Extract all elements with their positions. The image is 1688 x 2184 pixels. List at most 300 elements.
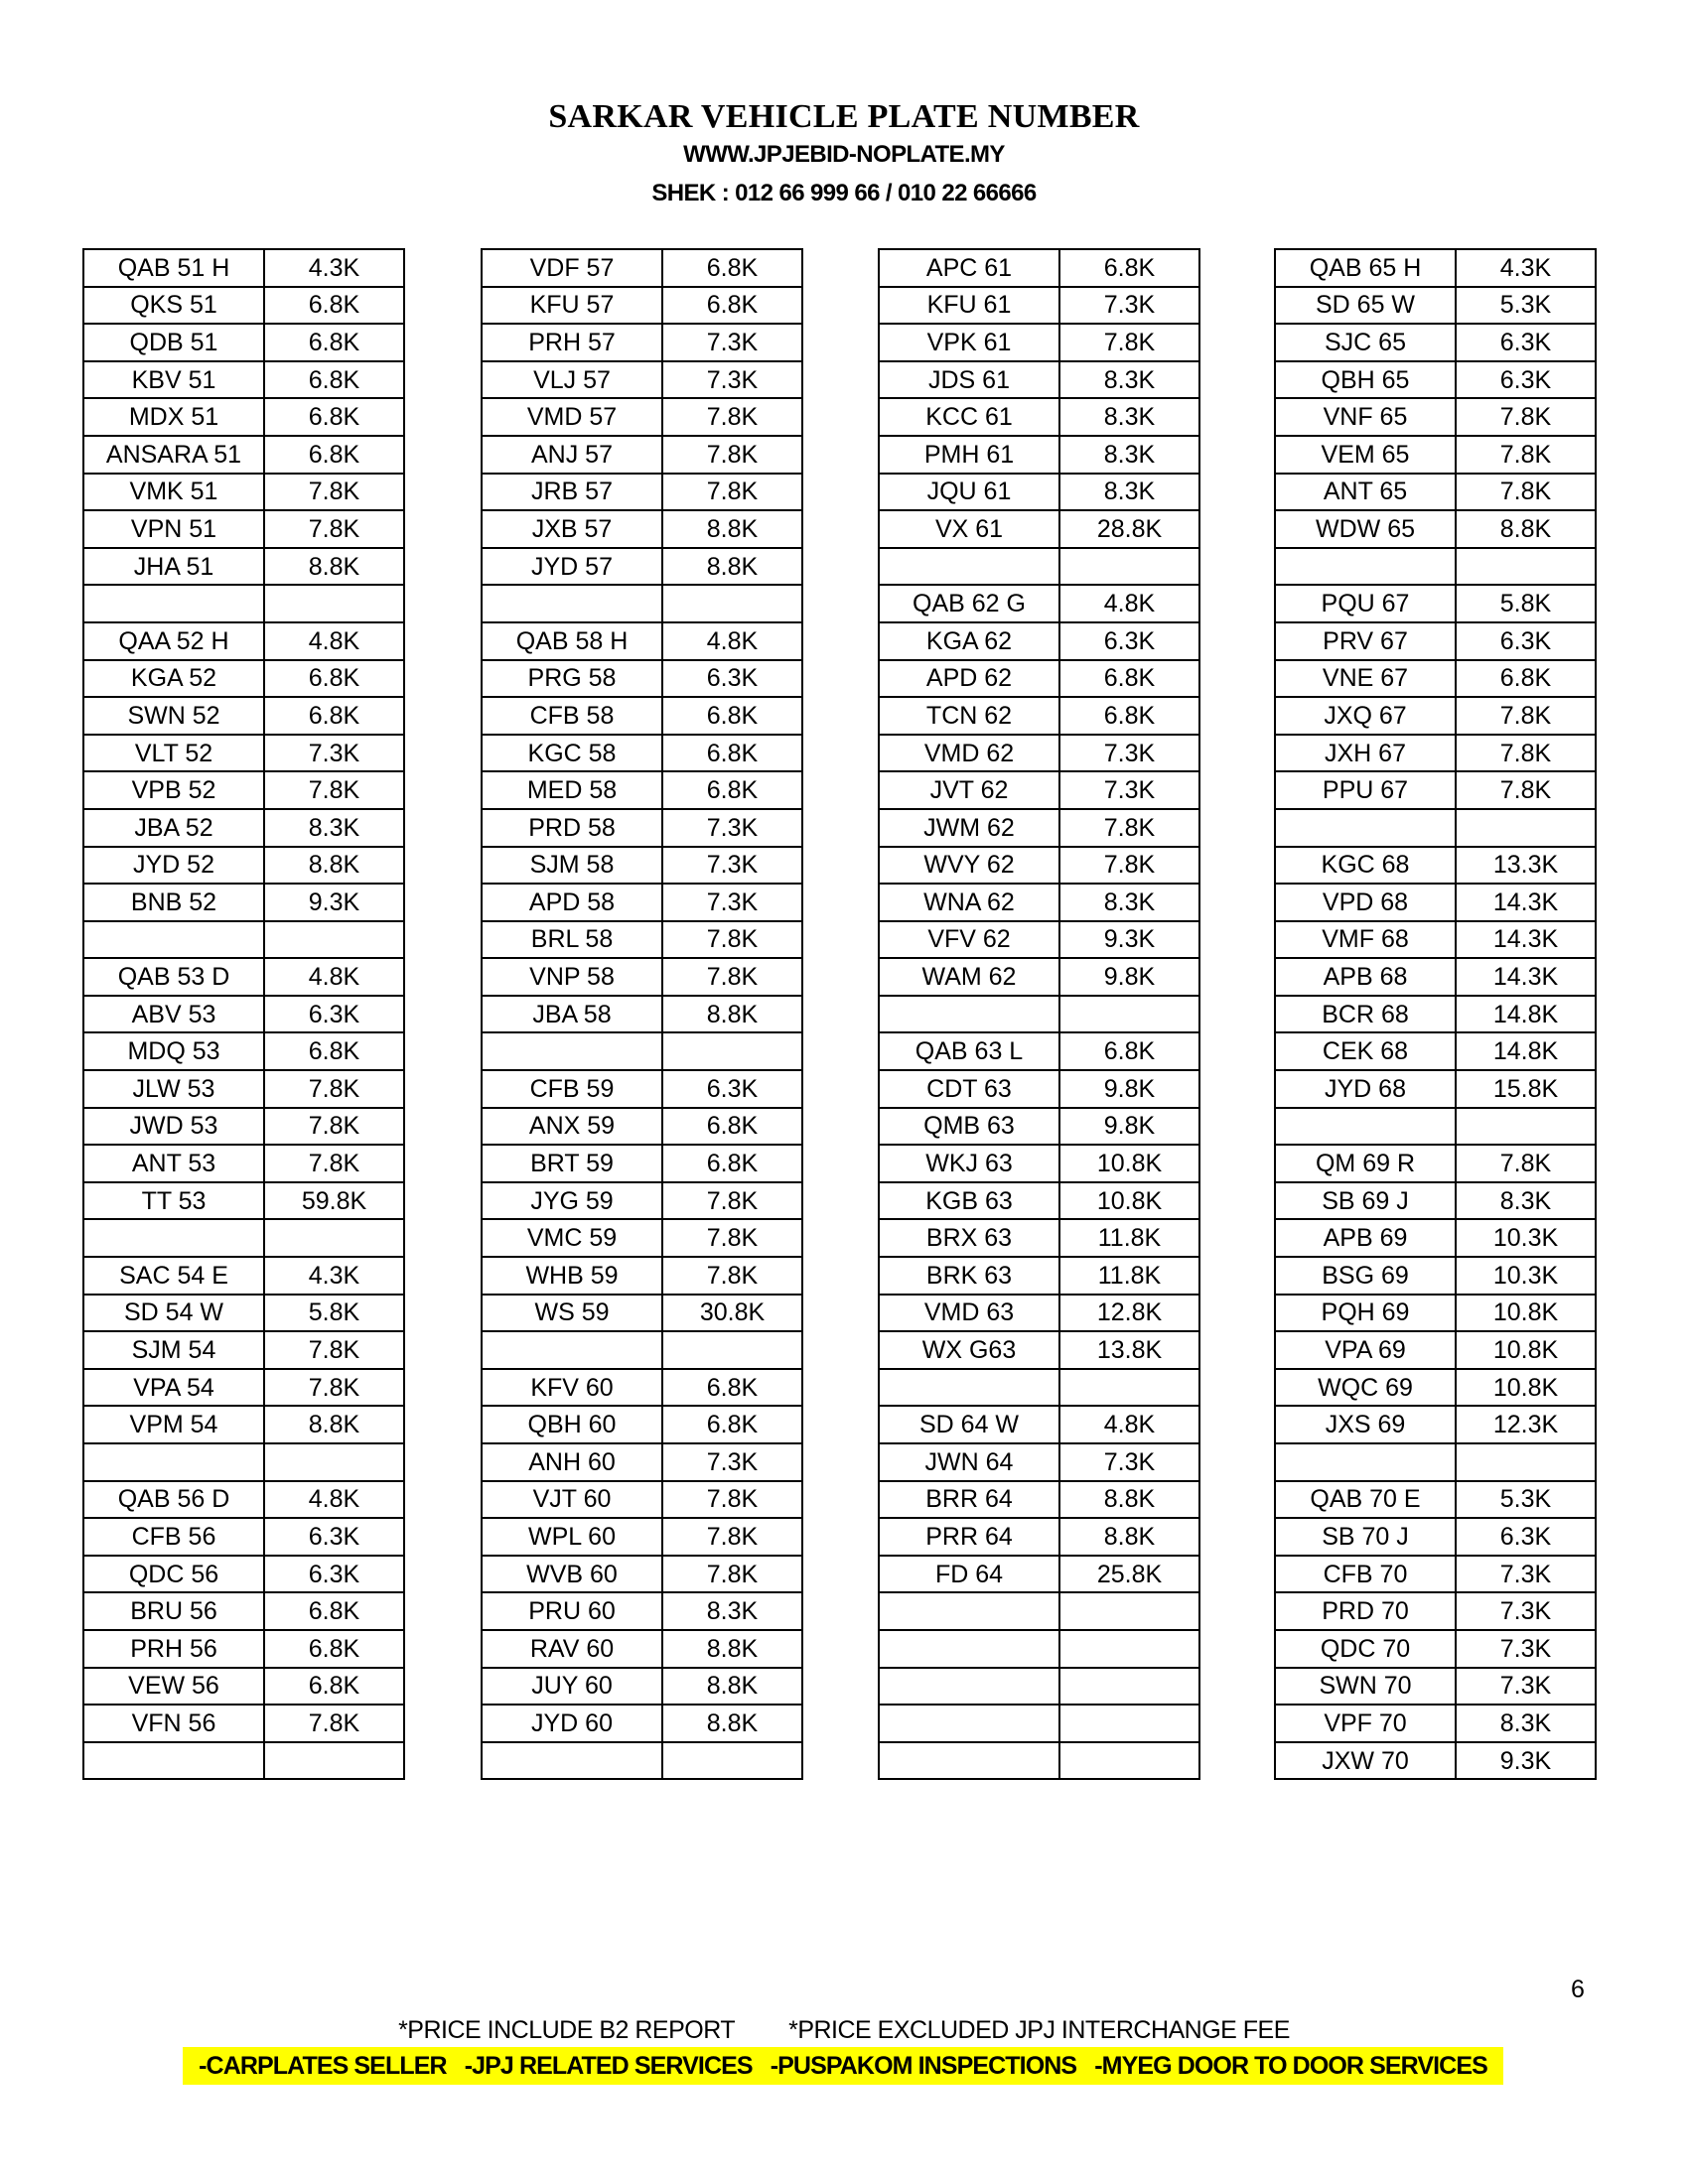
price-cell: 4.8K (1059, 1406, 1199, 1443)
price-cell: 7.8K (662, 1481, 802, 1519)
table-row-empty (482, 585, 802, 622)
table-row (83, 1406, 404, 1443)
plate-number-cell: VPF 70 (1275, 1705, 1456, 1742)
price-cell: 6.3K (662, 1070, 802, 1108)
price-cell: 9.3K (1059, 921, 1199, 959)
price-cell: 6.8K (264, 697, 404, 735)
plate-number-cell: VMD 57 (482, 398, 662, 436)
price-cell: 6.8K (662, 249, 802, 287)
table-row (83, 1518, 404, 1556)
plate-number-cell: KGC 58 (482, 735, 662, 772)
plate-number-cell: VNE 67 (1275, 660, 1456, 698)
plate-number-cell: JWN 64 (879, 1443, 1059, 1481)
plate-number-cell: KFU 61 (879, 287, 1059, 325)
price-cell: 4.3K (264, 1257, 404, 1295)
plate-number-cell: VMK 51 (83, 474, 264, 511)
plate-number-cell (1275, 809, 1456, 847)
table-row (1275, 1369, 1596, 1407)
price-cell: 7.8K (264, 1145, 404, 1182)
table-row-empty (83, 585, 404, 622)
plate-number-cell: JHA 51 (83, 548, 264, 586)
price-cell: 7.8K (1456, 474, 1596, 511)
plate-number-cell: SAC 54 E (83, 1257, 264, 1295)
plate-number-cell: VPB 52 (83, 771, 264, 809)
table-row (879, 771, 1199, 809)
table-row (482, 287, 802, 325)
plate-number-cell: QDC 70 (1275, 1630, 1456, 1668)
price-cell: 6.8K (662, 1369, 802, 1407)
plate-price-table-3 (878, 248, 1200, 1780)
table-row-empty (482, 1032, 802, 1070)
table-row (1275, 1742, 1596, 1780)
table-row (83, 1481, 404, 1519)
plate-number-cell: SJC 65 (1275, 324, 1456, 361)
plate-number-cell: APD 58 (482, 884, 662, 921)
table-row-empty (879, 1630, 1199, 1668)
price-cell (1059, 1592, 1199, 1630)
plate-number-cell: KGA 62 (879, 622, 1059, 660)
plate-number-cell: VMF 68 (1275, 921, 1456, 959)
table-row (83, 622, 404, 660)
plate-number-cell: MED 58 (482, 771, 662, 809)
table-row (1275, 660, 1596, 698)
price-cell: 7.8K (264, 771, 404, 809)
table-row (482, 510, 802, 548)
table-row (83, 1257, 404, 1295)
plate-number-cell: BRR 64 (879, 1481, 1059, 1519)
plate-number-cell: APD 62 (879, 660, 1059, 698)
plate-number-cell (879, 548, 1059, 586)
plate-number-cell: QBH 65 (1275, 361, 1456, 399)
price-cell: 7.8K (662, 1182, 802, 1220)
plate-number-cell (83, 921, 264, 959)
table-row (879, 1219, 1199, 1257)
price-cell: 8.8K (1456, 510, 1596, 548)
table-row (482, 1481, 802, 1519)
table-row (1275, 249, 1596, 287)
plate-number-cell: WNA 62 (879, 884, 1059, 921)
page-number: 6 (1571, 1976, 1585, 2003)
plate-number-cell: VMD 62 (879, 735, 1059, 772)
price-cell: 7.8K (1456, 398, 1596, 436)
price-cell: 14.3K (1456, 958, 1596, 996)
plate-number-cell: PRH 57 (482, 324, 662, 361)
price-cell (662, 585, 802, 622)
price-cell: 6.8K (264, 1032, 404, 1070)
document-title: SARKAR VEHICLE PLATE NUMBER (548, 98, 1140, 135)
table-row (83, 1145, 404, 1182)
table-row-empty (879, 1592, 1199, 1630)
table-row (1275, 1406, 1596, 1443)
table-row (482, 660, 802, 698)
table-row-empty (1275, 1108, 1596, 1146)
table-row (83, 324, 404, 361)
table-row (83, 1295, 404, 1332)
website-url: WWW.JPJEBID-NOPLATE.MY (683, 141, 1005, 168)
plate-number-cell: MDX 51 (83, 398, 264, 436)
table-row (1275, 1257, 1596, 1295)
price-cell: 10.8K (1059, 1145, 1199, 1182)
table-row-empty (879, 1742, 1199, 1780)
plate-number-cell: QAB 63 L (879, 1032, 1059, 1070)
table-row (482, 771, 802, 809)
table-row (1275, 585, 1596, 622)
plate-number-cell: SD 64 W (879, 1406, 1059, 1443)
plate-number-cell: JYG 59 (482, 1182, 662, 1220)
table-row (482, 1182, 802, 1220)
plate-number-cell: WDW 65 (1275, 510, 1456, 548)
table-row (1275, 1668, 1596, 1706)
price-cell (662, 1032, 802, 1070)
price-cell: 10.8K (1456, 1331, 1596, 1369)
price-cell: 7.8K (264, 1108, 404, 1146)
price-cell: 7.3K (1456, 1668, 1596, 1706)
plate-number-cell: MDQ 53 (83, 1032, 264, 1070)
plate-number-cell: QDB 51 (83, 324, 264, 361)
table-row (482, 1295, 802, 1332)
table-row (482, 847, 802, 885)
table-row (1275, 1705, 1596, 1742)
plate-number-cell (879, 1630, 1059, 1668)
table-row (879, 1481, 1199, 1519)
table-row (482, 1518, 802, 1556)
table-row (482, 398, 802, 436)
plate-number-cell: PMH 61 (879, 436, 1059, 474)
price-cell: 5.3K (1456, 287, 1596, 325)
note-interchange-fee: *PRICE EXCLUDED JPJ INTERCHANGE FEE (788, 2016, 1290, 2044)
price-cell: 7.8K (264, 474, 404, 511)
plate-number-cell: VLT 52 (83, 735, 264, 772)
table-row (1275, 361, 1596, 399)
table-row (482, 1705, 802, 1742)
table-row (879, 884, 1199, 921)
table-row (1275, 1295, 1596, 1332)
price-cell: 7.8K (662, 436, 802, 474)
table-row (1275, 1145, 1596, 1182)
price-cell: 8.8K (662, 1668, 802, 1706)
plate-number-cell: CFB 70 (1275, 1556, 1456, 1593)
plate-number-cell: QM 69 R (1275, 1145, 1456, 1182)
table-row (879, 1145, 1199, 1182)
price-cell: 6.8K (264, 361, 404, 399)
price-cell: 14.8K (1456, 996, 1596, 1033)
table-row (83, 958, 404, 996)
plate-number-cell: KGB 63 (879, 1182, 1059, 1220)
table-row (1275, 697, 1596, 735)
table-row (482, 1070, 802, 1108)
plate-number-cell: WKJ 63 (879, 1145, 1059, 1182)
price-cell: 10.3K (1456, 1257, 1596, 1295)
plate-number-cell: JXH 67 (1275, 735, 1456, 772)
plate-number-cell: BRT 59 (482, 1145, 662, 1182)
table-row (83, 548, 404, 586)
price-cell: 7.3K (662, 1443, 802, 1481)
price-cell: 7.8K (662, 1219, 802, 1257)
price-cell: 5.3K (1456, 1481, 1596, 1519)
plate-number-cell: VJT 60 (482, 1481, 662, 1519)
plate-number-cell: JXB 57 (482, 510, 662, 548)
table-row (879, 1070, 1199, 1108)
plate-number-cell: PRV 67 (1275, 622, 1456, 660)
plate-number-cell: BRK 63 (879, 1257, 1059, 1295)
plate-number-cell: ABV 53 (83, 996, 264, 1033)
plate-number-cell: JRB 57 (482, 474, 662, 511)
table-row (879, 287, 1199, 325)
plate-number-cell: JUY 60 (482, 1668, 662, 1706)
table-row (482, 1592, 802, 1630)
table-row (879, 249, 1199, 287)
price-cell: 7.3K (1456, 1592, 1596, 1630)
plate-number-cell: ANJ 57 (482, 436, 662, 474)
price-cell: 4.8K (264, 958, 404, 996)
table-row (1275, 474, 1596, 511)
contact-phone: SHEK : 012 66 999 66 / 010 22 66666 (651, 180, 1037, 206)
table-row (1275, 1331, 1596, 1369)
plate-number-cell: SWN 70 (1275, 1668, 1456, 1706)
table-row (879, 921, 1199, 959)
plate-number-cell: WQC 69 (1275, 1369, 1456, 1407)
plate-number-cell: VFV 62 (879, 921, 1059, 959)
price-cell (264, 1219, 404, 1257)
plate-number-cell (879, 1369, 1059, 1407)
table-row (1275, 1592, 1596, 1630)
price-cell: 6.3K (1456, 324, 1596, 361)
price-cell (1059, 1742, 1199, 1780)
price-cell: 7.3K (662, 324, 802, 361)
price-cell: 8.3K (1059, 398, 1199, 436)
table-row-empty (482, 1742, 802, 1780)
plate-number-cell: JBA 58 (482, 996, 662, 1033)
price-cell: 7.8K (264, 1705, 404, 1742)
plate-number-cell (879, 996, 1059, 1033)
price-cell: 6.8K (662, 771, 802, 809)
plate-number-cell: BNB 52 (83, 884, 264, 921)
table-row (879, 1032, 1199, 1070)
price-cell: 7.3K (1059, 771, 1199, 809)
price-cell: 7.8K (1456, 771, 1596, 809)
plate-number-cell: KBV 51 (83, 361, 264, 399)
price-cell: 8.8K (662, 1630, 802, 1668)
plate-number-cell: QAB 51 H (83, 249, 264, 287)
table-row (482, 1219, 802, 1257)
table-row (83, 1070, 404, 1108)
table-row (879, 361, 1199, 399)
table-row (83, 1668, 404, 1706)
table-row (879, 474, 1199, 511)
plate-number-cell (482, 585, 662, 622)
plate-number-cell: JYD 57 (482, 548, 662, 586)
price-cell: 7.8K (662, 921, 802, 959)
table-row (879, 660, 1199, 698)
price-cell: 7.8K (662, 1556, 802, 1593)
price-cell (1456, 1108, 1596, 1146)
table-row (482, 1145, 802, 1182)
plate-number-cell: QAB 70 E (1275, 1481, 1456, 1519)
plate-number-cell: QDC 56 (83, 1556, 264, 1593)
price-cell: 6.8K (264, 324, 404, 361)
plate-number-cell: SB 69 J (1275, 1182, 1456, 1220)
table-row-empty (879, 1369, 1199, 1407)
table-row (482, 996, 802, 1033)
plate-number-cell: ANH 60 (482, 1443, 662, 1481)
plate-number-cell: JQU 61 (879, 474, 1059, 511)
price-cell: 6.8K (1059, 1032, 1199, 1070)
price-cell: 6.8K (1456, 660, 1596, 698)
plate-number-cell (879, 1742, 1059, 1780)
table-row (83, 1556, 404, 1593)
plate-number-cell: JDS 61 (879, 361, 1059, 399)
table-row (83, 1182, 404, 1220)
plate-number-cell: QAB 56 D (83, 1481, 264, 1519)
plate-number-cell: KGA 52 (83, 660, 264, 698)
table-row-empty (1275, 809, 1596, 847)
price-cell: 8.3K (1456, 1182, 1596, 1220)
plate-number-cell (83, 1219, 264, 1257)
price-cell: 13.8K (1059, 1331, 1199, 1369)
plate-number-cell: WX G63 (879, 1331, 1059, 1369)
table-row (83, 1369, 404, 1407)
price-cell: 7.8K (1059, 809, 1199, 847)
price-cell: 7.3K (1456, 1556, 1596, 1593)
plate-number-cell: QAB 53 D (83, 958, 264, 996)
table-row (83, 735, 404, 772)
table-row (83, 249, 404, 287)
plate-number-cell (879, 1592, 1059, 1630)
price-cell: 8.8K (662, 510, 802, 548)
table-row (1275, 1182, 1596, 1220)
plate-number-cell: VFN 56 (83, 1705, 264, 1742)
price-cell: 7.8K (1456, 436, 1596, 474)
table-row (879, 1518, 1199, 1556)
table-row (879, 1257, 1199, 1295)
table-row (83, 398, 404, 436)
plate-number-cell: QAB 65 H (1275, 249, 1456, 287)
price-cell: 8.3K (662, 1592, 802, 1630)
table-row (1275, 771, 1596, 809)
table-row (482, 1257, 802, 1295)
table-row (1275, 1556, 1596, 1593)
price-cell: 11.8K (1059, 1219, 1199, 1257)
plate-number-cell: PRU 60 (482, 1592, 662, 1630)
table-row (482, 324, 802, 361)
table-row (1275, 1219, 1596, 1257)
table-row (1275, 921, 1596, 959)
plate-number-cell: BRU 56 (83, 1592, 264, 1630)
plate-number-cell: BRX 63 (879, 1219, 1059, 1257)
price-cell: 12.3K (1456, 1406, 1596, 1443)
price-cell: 8.3K (1059, 436, 1199, 474)
price-cell (264, 921, 404, 959)
price-cell: 7.3K (1059, 1443, 1199, 1481)
price-cell: 7.3K (662, 809, 802, 847)
table-row (879, 1108, 1199, 1146)
price-cell (1456, 548, 1596, 586)
price-cell (1059, 996, 1199, 1033)
table-row (879, 324, 1199, 361)
plate-number-cell: WAM 62 (879, 958, 1059, 996)
price-cell: 7.8K (1059, 324, 1199, 361)
plate-number-cell: APB 69 (1275, 1219, 1456, 1257)
price-cell: 7.8K (1456, 1145, 1596, 1182)
table-row (83, 660, 404, 698)
table-row (879, 1295, 1199, 1332)
plate-number-cell: KFU 57 (482, 287, 662, 325)
table-row-empty (83, 921, 404, 959)
price-cell: 6.3K (1456, 1518, 1596, 1556)
table-row (879, 1443, 1199, 1481)
price-cell: 7.8K (662, 958, 802, 996)
price-cell: 6.8K (264, 1592, 404, 1630)
table-row (879, 398, 1199, 436)
table-row (482, 1443, 802, 1481)
price-cell: 8.8K (1059, 1518, 1199, 1556)
plate-number-cell: VMD 63 (879, 1295, 1059, 1332)
price-cell: 7.8K (662, 1518, 802, 1556)
table-row (482, 884, 802, 921)
table-row (879, 1556, 1199, 1593)
price-cell: 6.8K (1059, 249, 1199, 287)
table-row (482, 1369, 802, 1407)
price-cell: 6.8K (662, 735, 802, 772)
price-cell: 10.3K (1456, 1219, 1596, 1257)
plate-number-cell: ANT 65 (1275, 474, 1456, 511)
plate-number-cell: WHB 59 (482, 1257, 662, 1295)
plate-price-table-2 (481, 248, 803, 1780)
table-row (482, 809, 802, 847)
plate-number-cell: VPA 69 (1275, 1331, 1456, 1369)
price-cell: 7.8K (662, 1257, 802, 1295)
price-cell: 7.8K (264, 1369, 404, 1407)
plate-number-cell: BSG 69 (1275, 1257, 1456, 1295)
price-cell: 6.3K (264, 996, 404, 1033)
plate-number-cell: SJM 58 (482, 847, 662, 885)
price-cell: 10.8K (1456, 1295, 1596, 1332)
price-cell: 6.8K (264, 287, 404, 325)
plate-number-cell: QBH 60 (482, 1406, 662, 1443)
price-cell: 14.8K (1456, 1032, 1596, 1070)
price-cell (662, 1742, 802, 1780)
price-cell: 6.3K (264, 1518, 404, 1556)
table-row (1275, 884, 1596, 921)
services-banner (183, 2047, 1503, 2085)
table-row (482, 1108, 802, 1146)
table-row-empty (482, 1331, 802, 1369)
plate-number-cell: PRR 64 (879, 1518, 1059, 1556)
price-cell: 12.8K (1059, 1295, 1199, 1332)
table-row (879, 1406, 1199, 1443)
plate-number-cell: VMC 59 (482, 1219, 662, 1257)
price-cell: 6.8K (264, 660, 404, 698)
price-cell: 9.8K (1059, 1108, 1199, 1146)
price-cell: 25.8K (1059, 1556, 1199, 1593)
plate-number-cell: TT 53 (83, 1182, 264, 1220)
price-cell: 11.8K (1059, 1257, 1199, 1295)
table-row (1275, 996, 1596, 1033)
table-row (83, 884, 404, 921)
table-row (83, 474, 404, 511)
plate-number-cell: ANX 59 (482, 1108, 662, 1146)
price-cell: 9.3K (1456, 1742, 1596, 1780)
plate-number-cell: FD 64 (879, 1556, 1059, 1593)
price-cell: 9.3K (264, 884, 404, 921)
plate-number-cell: WS 59 (482, 1295, 662, 1332)
plate-number-cell (1275, 1108, 1456, 1146)
price-cell: 7.3K (662, 361, 802, 399)
plate-number-cell: PQU 67 (1275, 585, 1456, 622)
price-cell (264, 585, 404, 622)
plate-number-cell: VNP 58 (482, 958, 662, 996)
table-row (482, 622, 802, 660)
